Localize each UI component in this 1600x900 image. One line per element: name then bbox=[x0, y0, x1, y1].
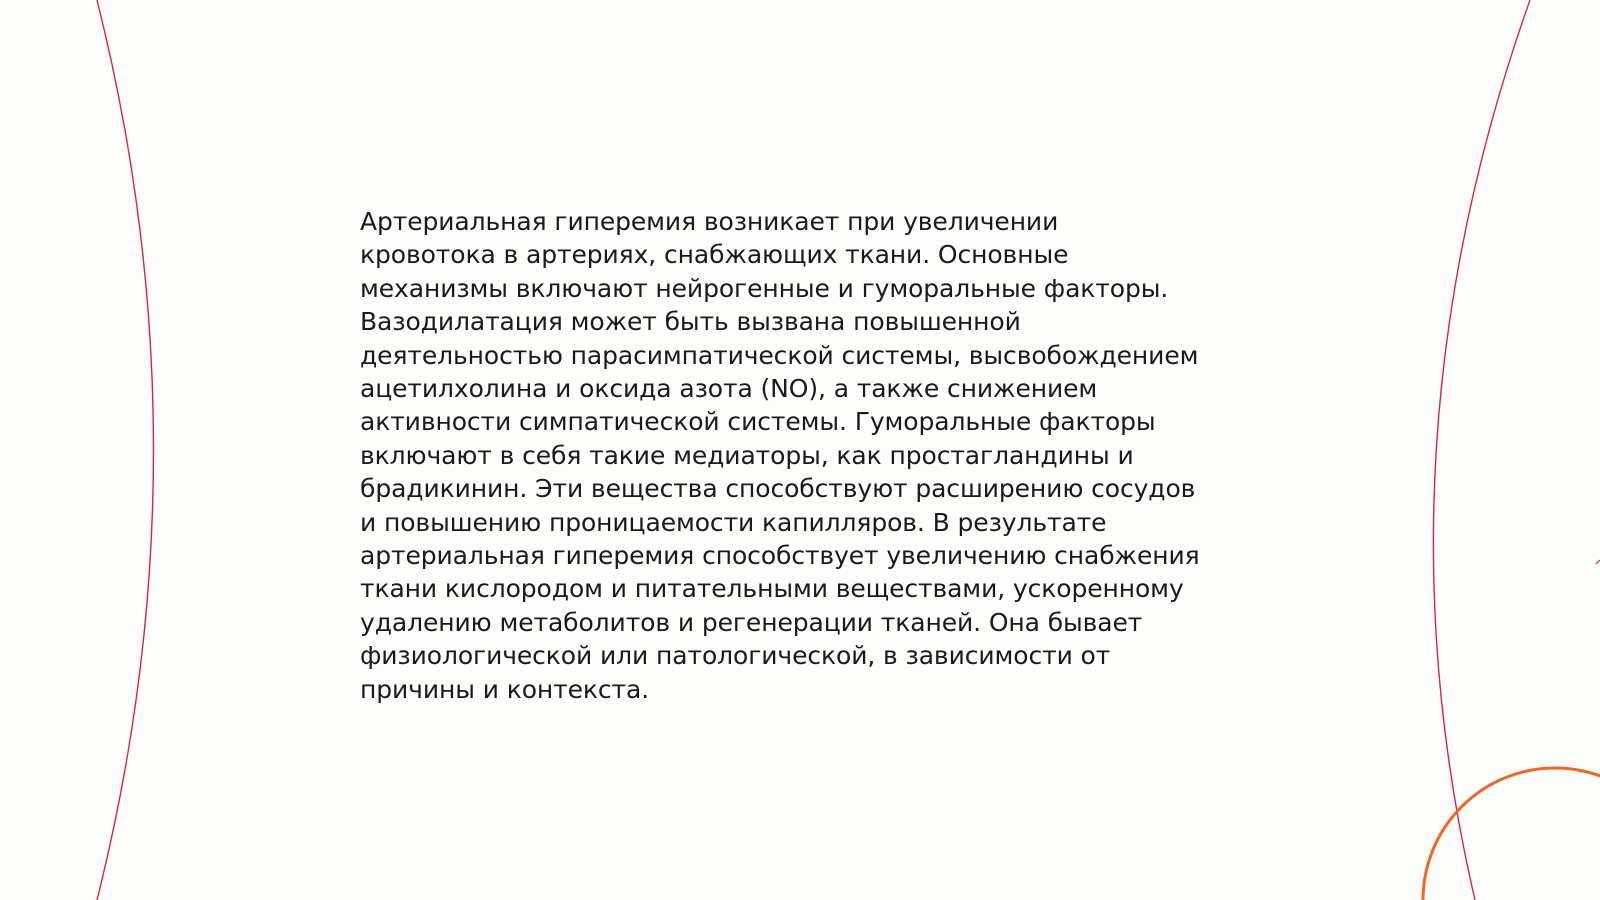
left-curve-line bbox=[97, 0, 154, 900]
paragraph-line: включают в себя такие медиаторы, как простагландины и bbox=[360, 440, 1134, 470]
paragraph-line: удалению метаболитов и регенерации тканей. Она бывает bbox=[360, 607, 1143, 637]
edge-mark bbox=[1596, 560, 1600, 564]
paragraph-line: брадикинин. Эти вещества способствуют расширению сосудов bbox=[360, 474, 1196, 504]
paragraph-line: причины и контекста. bbox=[360, 674, 650, 704]
paragraph-line: кровотока в артериях, снабжающих ткани. Основные bbox=[360, 240, 1069, 270]
paragraph-line: Артериальная гиперемия возникает при увеличении bbox=[360, 207, 1059, 236]
paragraph-line: активности симпатической системы. Гуморальные факторы bbox=[360, 407, 1156, 437]
orange-circle-outline bbox=[1423, 768, 1600, 900]
paragraph-line: Вазодилатация может быть вызвана повышенной bbox=[360, 307, 1021, 337]
paragraph-line: деятельностью парасимпатической системы, высвобождением bbox=[360, 340, 1199, 370]
paragraph-line: физиологической или патологической, в зависимости от bbox=[360, 641, 1111, 671]
paragraph-line: артериальная гиперемия способствует увеличению снабжения bbox=[360, 541, 1200, 571]
body-paragraph bbox=[360, 205, 1260, 706]
paragraph-line: механизмы включают нейрогенные и гуморальные факторы. bbox=[360, 273, 1169, 303]
paragraph-line: и повышению проницаемости капилляров. В результате bbox=[360, 507, 1107, 537]
right-curve-line bbox=[1433, 0, 1530, 900]
paragraph-line: ткани кислородом и питательными веществами, ускоренному bbox=[360, 574, 1184, 604]
paragraph-line: ацетилхолина и оксида азота (NO), а также снижением bbox=[360, 374, 1098, 404]
